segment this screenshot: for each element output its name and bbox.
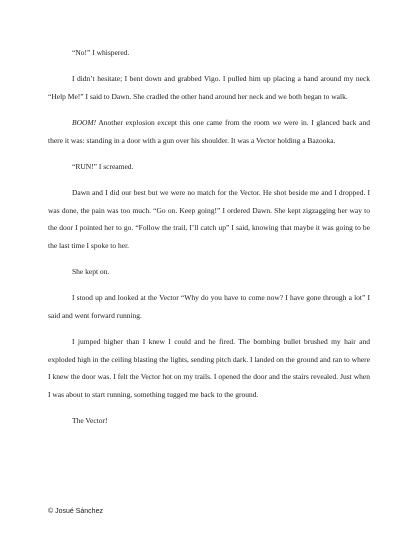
- paragraph: [48, 158, 370, 175]
- paragraph-text: She kept on.: [72, 267, 110, 277]
- emphasis-lead: BOOM!: [72, 118, 97, 128]
- paragraph: [48, 44, 370, 61]
- paragraph-text: I didn’t hesitate; I bent down and grabbed Vigo. I pulled him up placing a hand around my neck “Help Me!” I said to Dawn. She cradled the other hand around her neck and we both began to walk.: [48, 74, 370, 101]
- paragraph: [48, 70, 370, 105]
- paragraph: [48, 412, 370, 429]
- paragraph-text: I stood up and looked at the Vector “Why do you have to come now? I have gone through a lot” I said and went forward running.: [48, 293, 370, 320]
- paragraph: [48, 333, 370, 403]
- paragraph: [48, 289, 370, 324]
- paragraph: [48, 263, 370, 280]
- paragraph-text: I jumped higher than I knew I could and he fired. The bombing bullet brushed my hair and exploded high in the ceiling blasting the lights, sending pitch dark. I landed on the ground and ran to where I knew the door was. I felt the Vector hot on my trails. I opened the door and the stairs revealed. Just when I was about to start running, something tugged me back to the ground.: [48, 337, 370, 399]
- paragraph-text: “RUN!” I screamed.: [72, 162, 134, 172]
- paragraph: [48, 114, 370, 149]
- paragraph: [48, 184, 370, 254]
- copyright-footer: © Josué Sánchez: [48, 508, 103, 515]
- paragraph-text: “No!” I whispered.: [72, 48, 130, 57]
- paragraph-text: Dawn and I did our best but we were no match for the Vector. He shot beside me and I dropped. I was done, the pain was too much. “Go on. Keep going!” I ordered Dawn. She kept zigzagging her way to the door I pointed her to go. “Follow the trail, I’ll catch up” I said, knowing that maybe it was going to be the last time I spoke to her.: [48, 188, 370, 250]
- paragraph-text: Another explosion except this one came from the room we were in. I glanced back and there it was: standing in a door with a gun over his shoulder. It was a Vector holding a Bazooka.: [48, 118, 370, 145]
- paragraph-text: The Vector!: [72, 415, 108, 425]
- story-body: [48, 44, 370, 438]
